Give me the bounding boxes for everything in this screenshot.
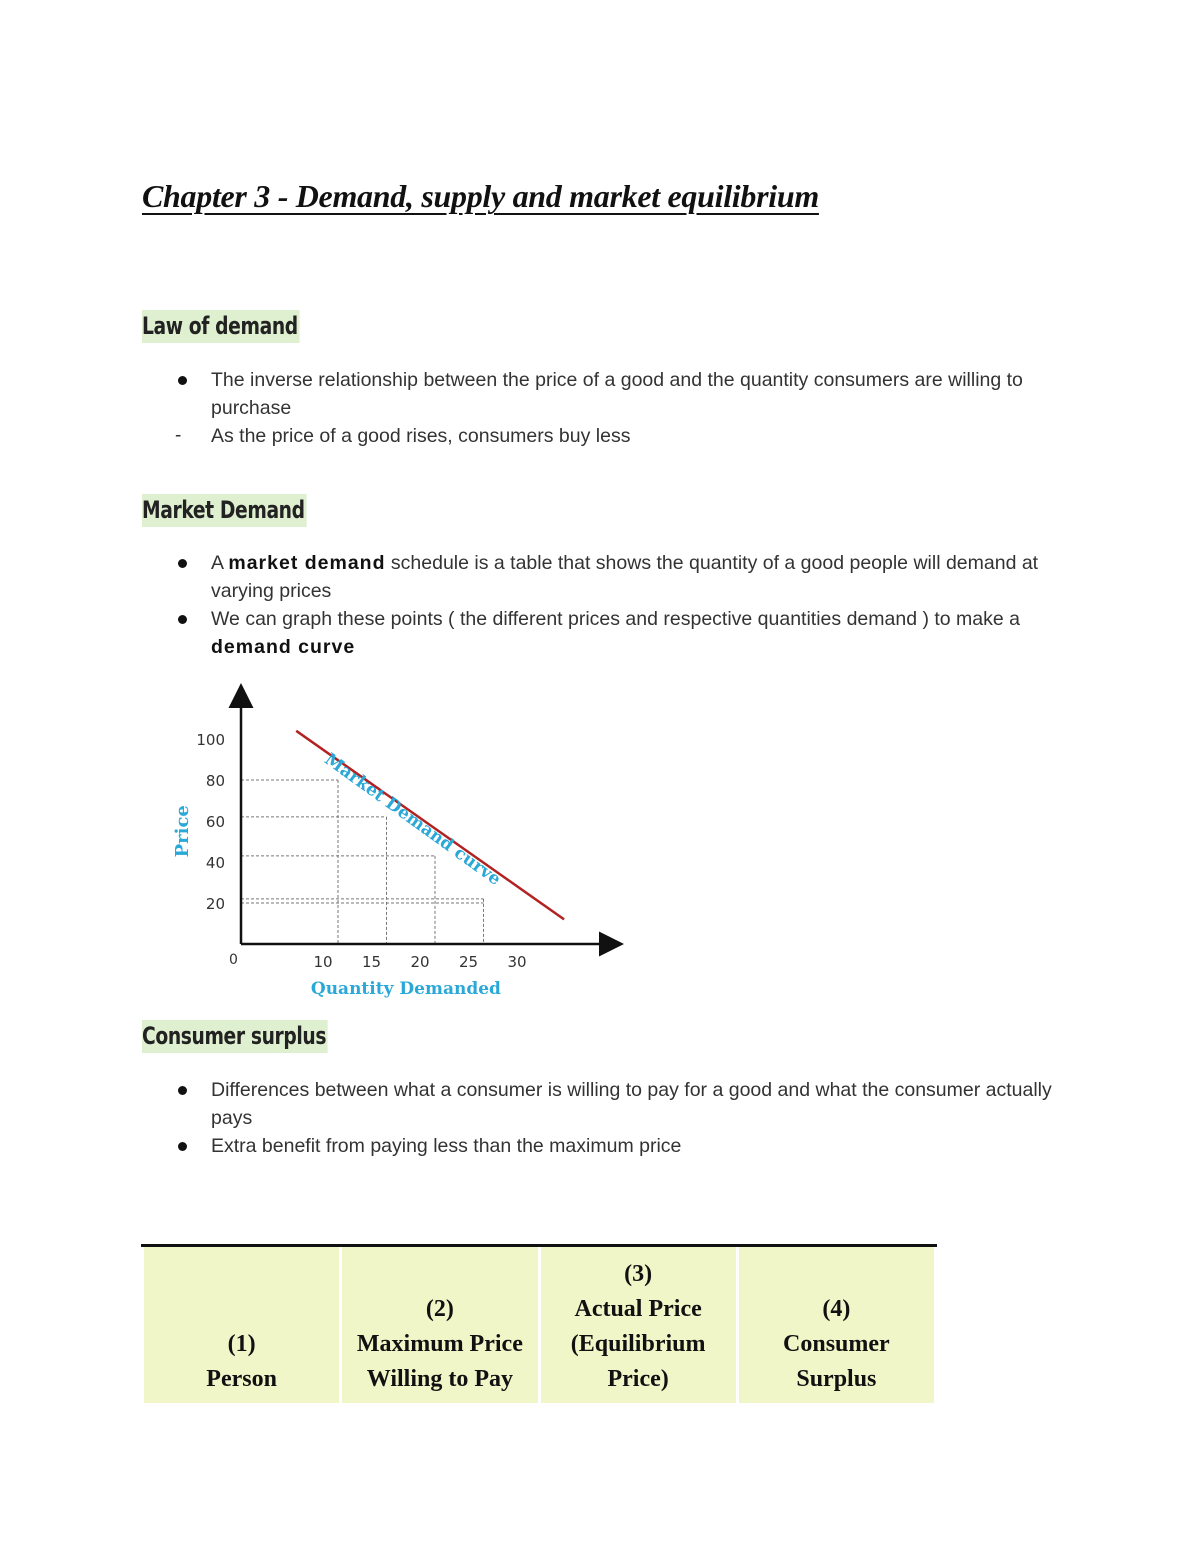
heading-consumer-surplus: Consumer surplus: [142, 1020, 328, 1053]
chapter-title: Chapter 3 - Demand, supply and market equilibrium: [142, 178, 819, 214]
x-tick-label: 25: [458, 953, 479, 971]
list-item-text: As the price of a good rises, consumers buy less: [211, 425, 631, 447]
header-label: Price): [607, 1366, 669, 1392]
term-market-demand: market demand: [228, 552, 386, 574]
x-tick-label: 30: [507, 953, 527, 971]
list-item: [175, 366, 1055, 422]
heading-market-demand: Market Demand: [142, 494, 306, 527]
y-tick-label: 80: [205, 772, 225, 790]
header-label: Maximum Price: [356, 1331, 523, 1357]
demand-curve-chart: [168, 680, 628, 1010]
term-demand-curve: demand curve: [211, 636, 356, 658]
list-item-text: Extra benefit from paying less than the maximum price: [211, 1135, 682, 1157]
header-label: (Equilibrium: [570, 1331, 706, 1357]
y-tick-label: 60: [205, 813, 225, 831]
market-demand-list: [175, 549, 1055, 661]
header-number: (2): [425, 1296, 454, 1322]
list-item: [175, 1132, 1055, 1160]
y-tick-label: 100: [196, 731, 225, 749]
table-header-row: [144, 1247, 934, 1403]
x-tick-label: 10: [313, 953, 333, 971]
y-tick-label: 20: [205, 895, 225, 913]
heading-law-of-demand: Law of demand: [142, 310, 299, 343]
list-item: [175, 605, 1055, 661]
law-of-demand-list: [175, 366, 1055, 450]
header-number: (3): [624, 1261, 653, 1287]
list-item-text-pre: A: [211, 552, 229, 574]
header-label: Consumer: [783, 1331, 890, 1357]
bullet-icon: [178, 1086, 187, 1095]
table-header-cell: [739, 1247, 934, 1403]
x-tick-label: 15: [361, 953, 382, 971]
table-header-cell: [541, 1247, 736, 1403]
header-label: Actual Price: [574, 1296, 702, 1322]
bullet-icon: [178, 1142, 187, 1151]
list-item: [175, 422, 1055, 450]
bullet-icon: [178, 615, 187, 624]
y-tick-label: 40: [205, 854, 225, 872]
y-axis-label: Price: [172, 805, 193, 858]
x-axis-label: Quantity Demanded: [310, 979, 501, 999]
header-label: Willing to Pay: [366, 1366, 513, 1392]
curve-label: Market Demand curve: [320, 749, 505, 890]
list-item-text-post: schedule is a table that shows the quantity of a good people will demand at varying prices: [211, 552, 1039, 602]
list-item-text: Differences between what a consumer is willing to pay for a good and what the consumer actually pays: [211, 1079, 1052, 1129]
list-item-text: The inverse relationship between the price of a good and the quantity consumers are willing to purchase: [211, 369, 1023, 419]
list-item: [175, 1076, 1055, 1132]
consumer-surplus-table: [142, 1244, 936, 1403]
bullet-icon: [178, 559, 187, 568]
header-number: (1): [227, 1331, 256, 1357]
header-label: Surplus: [796, 1366, 877, 1392]
list-item: [175, 549, 1055, 605]
table-header-cell: [342, 1247, 537, 1403]
dash-icon: -: [175, 425, 182, 446]
header-label: Person: [206, 1366, 277, 1392]
table-header-cell: [144, 1247, 339, 1403]
header-number: (4): [822, 1296, 851, 1322]
bullet-icon: [178, 376, 187, 385]
origin-label: 0: [229, 952, 238, 968]
consumer-surplus-list: [175, 1076, 1055, 1160]
list-item-text-pre: We can graph these points ( the different prices and respective quantities demand ) to make a: [211, 608, 1020, 630]
x-tick-label: 20: [410, 953, 430, 971]
